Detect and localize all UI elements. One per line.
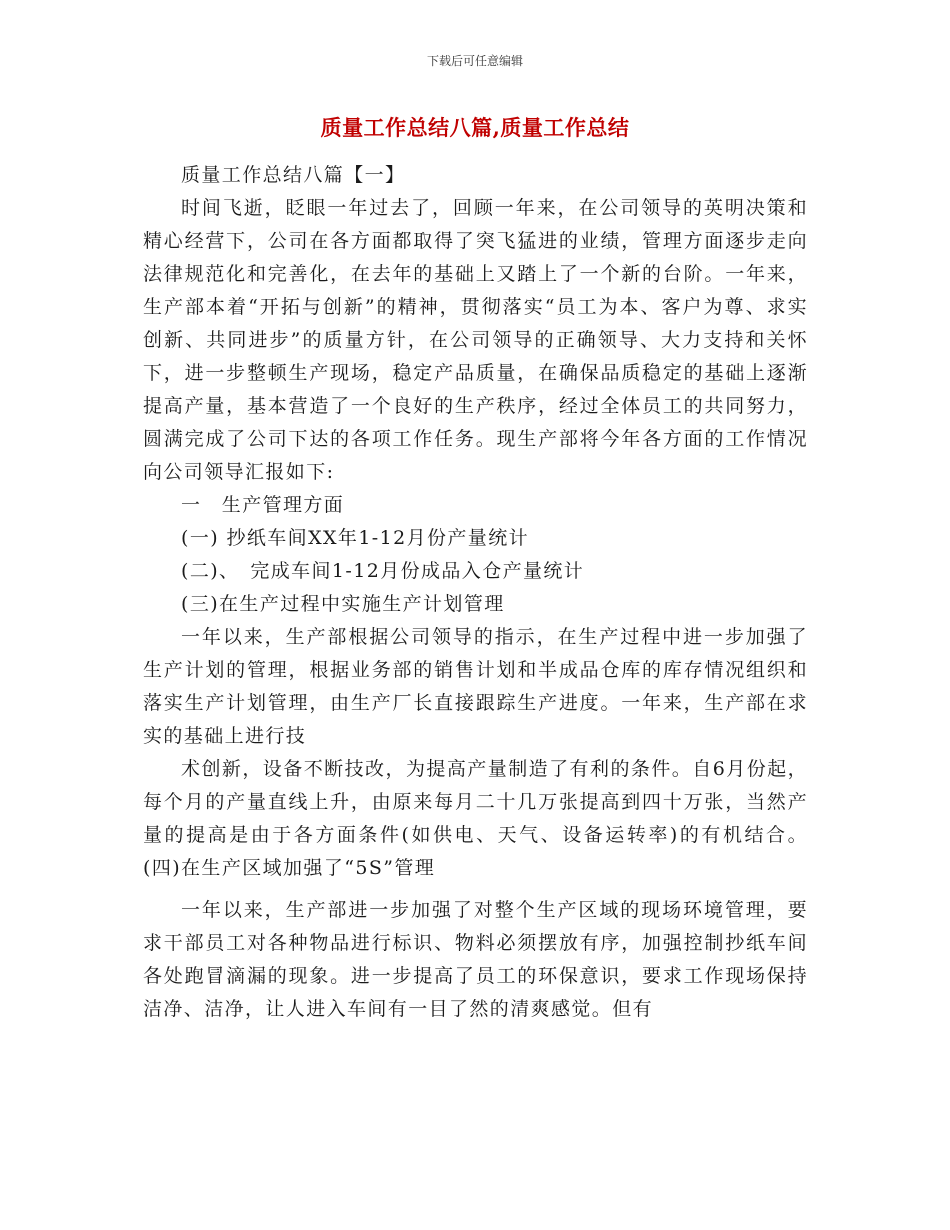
paragraph: 术创新，设备不断技改，为提高产量制造了有利的条件。自6月份起，每个月的产量直线上升，由原来每月二十几万张提高到四十万张，当然产量的提高是由于各方面条件(如供电、天气、设备运转率)的有机结合。 (四)在生产区域加强了“5S”管理 <box>143 758 808 879</box>
list-item: (三)在生产过程中实施生产计划管理 <box>181 593 505 615</box>
paragraph: 时间飞逝，眨眼一年过去了，回顾一年来，在公司领导的英明决策和精心经营下，公司在各方面都取得了突飞猛进的业绩，管理方面逐步走向法律规范化和完善化，在去年的基础上又踏上了一个新的台阶。一年来，生产部本着“开拓与创新”的精神，贯彻落实“员工为本、客户为尊、求实创新、共同进步”的质量方针，在公司领导的正确领导、大力支持和关怀下，进一步整顿生产现场，稳定产品质量，在确保品质稳定的基础上逐渐提高产量，基本营造了一个良好的生产秩序，经过全体员工的共同努力，圆满完成了公司下达的各项工作任务。现生产部将今年各方面的工作情况向公司领导汇报如下: <box>143 197 808 483</box>
page-header-note: 下载后可任意编辑 <box>426 54 523 68</box>
list-item: (二)、 完成车间1-12月份成品入仓产量统计 <box>181 560 585 582</box>
document-title: 质量工作总结八篇,质量工作总结 <box>320 115 630 140</box>
document-body <box>143 159 808 1026</box>
list-item: (一) 抄纸车间XX年1-12月份产量统计 <box>181 527 530 549</box>
subsection-heading: 一 生产管理方面 <box>181 494 345 516</box>
paragraph: 一年以来，生产部进一步加强了对整个生产区域的现场环境管理，要求干部员工对各种物品进行标识、物料必须摆放有序，加强控制抄纸车间各处跑冒滴漏的现象。进一步提高了员工的环保意识，要求工作现场保持洁净、洁净，让人进入车间有一目了然的清爽感觉。但有 <box>143 899 808 1020</box>
paragraph: 一年以来，生产部根据公司领导的指示，在生产过程中进一步加强了生产计划的管理，根据业务部的销售计划和半成品仓库的库存情况组织和落实生产计划管理，由生产厂长直接跟踪生产进度。一年来，生产部在求实的基础上进行技 <box>143 626 808 747</box>
section-heading: 质量工作总结八篇【一】 <box>181 164 406 186</box>
